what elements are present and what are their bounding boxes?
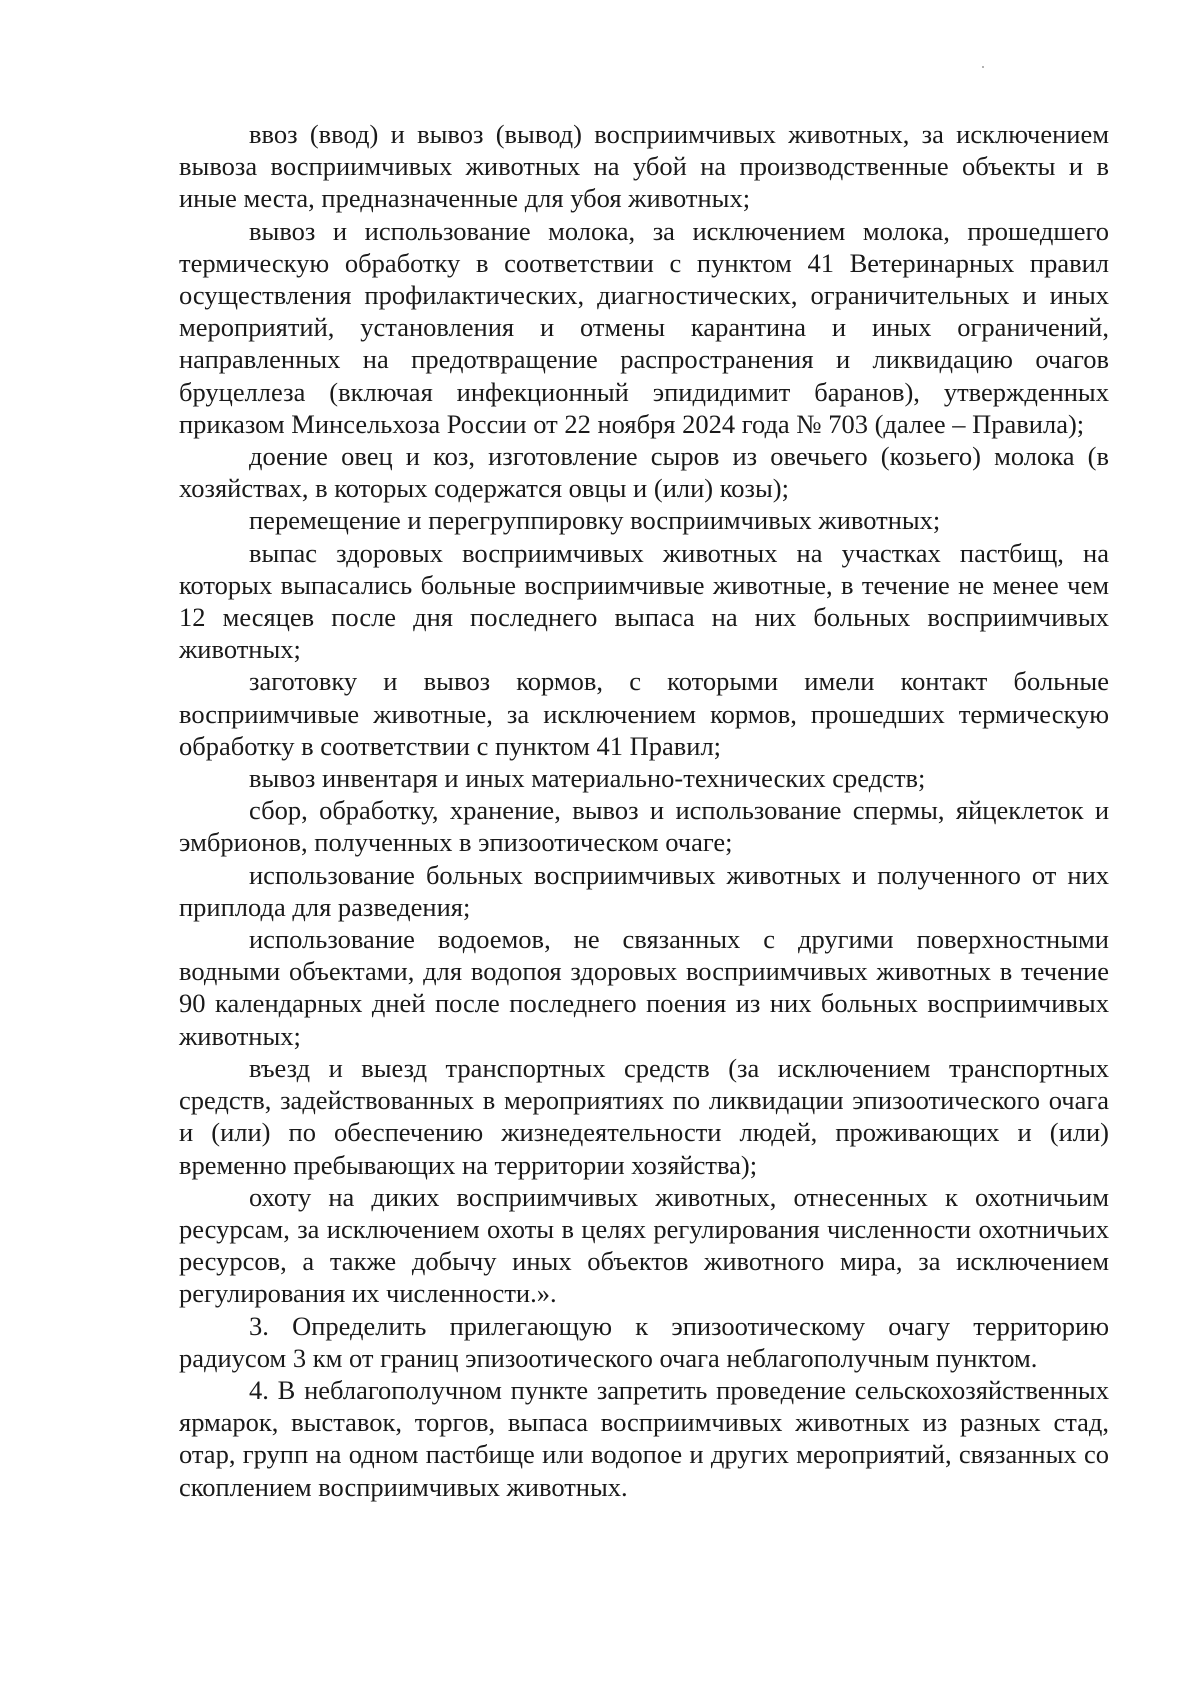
paragraph-item-4: 4. В неблагополучном пункте запретить проведение сельскохозяйственных ярмарок, выставок, торгов, выпаса восприимчивых животных из разных стад, отар, групп на одном пастбище или водопое и других мероприятий, связанных со скоплением восприимчивых животных.	[179, 1374, 1109, 1502]
paragraph-feed-ban: заготовку и вывоз кормов, с которыми имели контакт больные восприимчивые животные, за исключением кормов, прошедших термическую обработку в соответствии с пунктом 41 Правил;	[179, 666, 1109, 761]
paragraph-water-body-ban: использование водоемов, не связанных с другими поверхностными водными объектами, для водопоя здоровых восприимчивых животных в течение 90 календарных дней после последнего поения из них больных восприимчивых животных;	[179, 924, 1109, 1051]
paragraph-grazing-ban: выпас здоровых восприимчивых животных на участках пастбищ, на которых выпасались больные восприимчивые животные, в течение не менее чем 12 месяцев после дня последнего выпаса на них больных восприимчивых животных;	[179, 537, 1109, 665]
paragraph-sperm-embryo-ban: сбор, обработку, хранение, вывоз и использование спермы, яйцеклеток и эмбрионов, полученных в эпизоотическом очаге;	[179, 795, 1109, 858]
paragraph-milking-ban: доение овец и коз, изготовление сыров из овечьего (козьего) молока (в хозяйствах, в которых содержатся овцы и (или) козы);	[179, 441, 1109, 504]
paragraph-regrouping-ban: перемещение и перегруппировку восприимчивых животных;	[249, 505, 941, 536]
paragraph-vehicle-ban: въезд и выезд транспортных средств (за исключением транспортных средств, задействованных в мероприятиях по ликвидации эпизоотического очага и (или) по обеспечению жизнедеятельности людей, проживающих и (или) временно пребывающих на территории хозяйства);	[179, 1052, 1109, 1180]
paragraph-item-3: 3. Определить прилегающую к эпизоотическому очагу территорию радиусом 3 км от границ эпизоотического очага неблагополучным пунктом.	[179, 1310, 1109, 1373]
paragraph-equipment-ban: вывоз инвентаря и иных материально-технических средств;	[249, 763, 926, 794]
document-body	[179, 118, 1109, 1503]
paragraph-breeding-ban: использование больных восприимчивых животных и полученного от них приплода для разведения;	[179, 859, 1109, 922]
paragraph-import-export-ban: ввоз (ввод) и вывоз (вывод) восприимчивых животных, за исключением вывоза восприимчивых животных на убой на производственные объекты и в иные места, предназначенные для убоя животных;	[179, 119, 1109, 214]
paragraph-hunting-ban: охоту на диких восприимчивых животных, отнесенных к охотничьим ресурсам, за исключением охоты в целях регулирования численности охотничьих ресурсов, а также добычу иных объектов животного мира, за исключением регулирования их численности.».	[179, 1181, 1109, 1309]
paragraph-milk-export-ban: вывоз и использование молока, за исключением молока, прошедшего термическую обработку в соответствии с пунктом 41 Ветеринарных правил осуществления профилактических, диагностических, ограничительных и иных мероприятий, установления и отмены карантина и иных ограничений, направленных на предотвращение распространения и ликвидацию очагов бруцеллеза (включая инфекционный эпидидимит баранов), утвержденных приказом Минсельхоза России от 22 ноября 2024 года № 703 (далее – Правила);	[179, 215, 1109, 439]
scan-speck	[982, 66, 984, 68]
